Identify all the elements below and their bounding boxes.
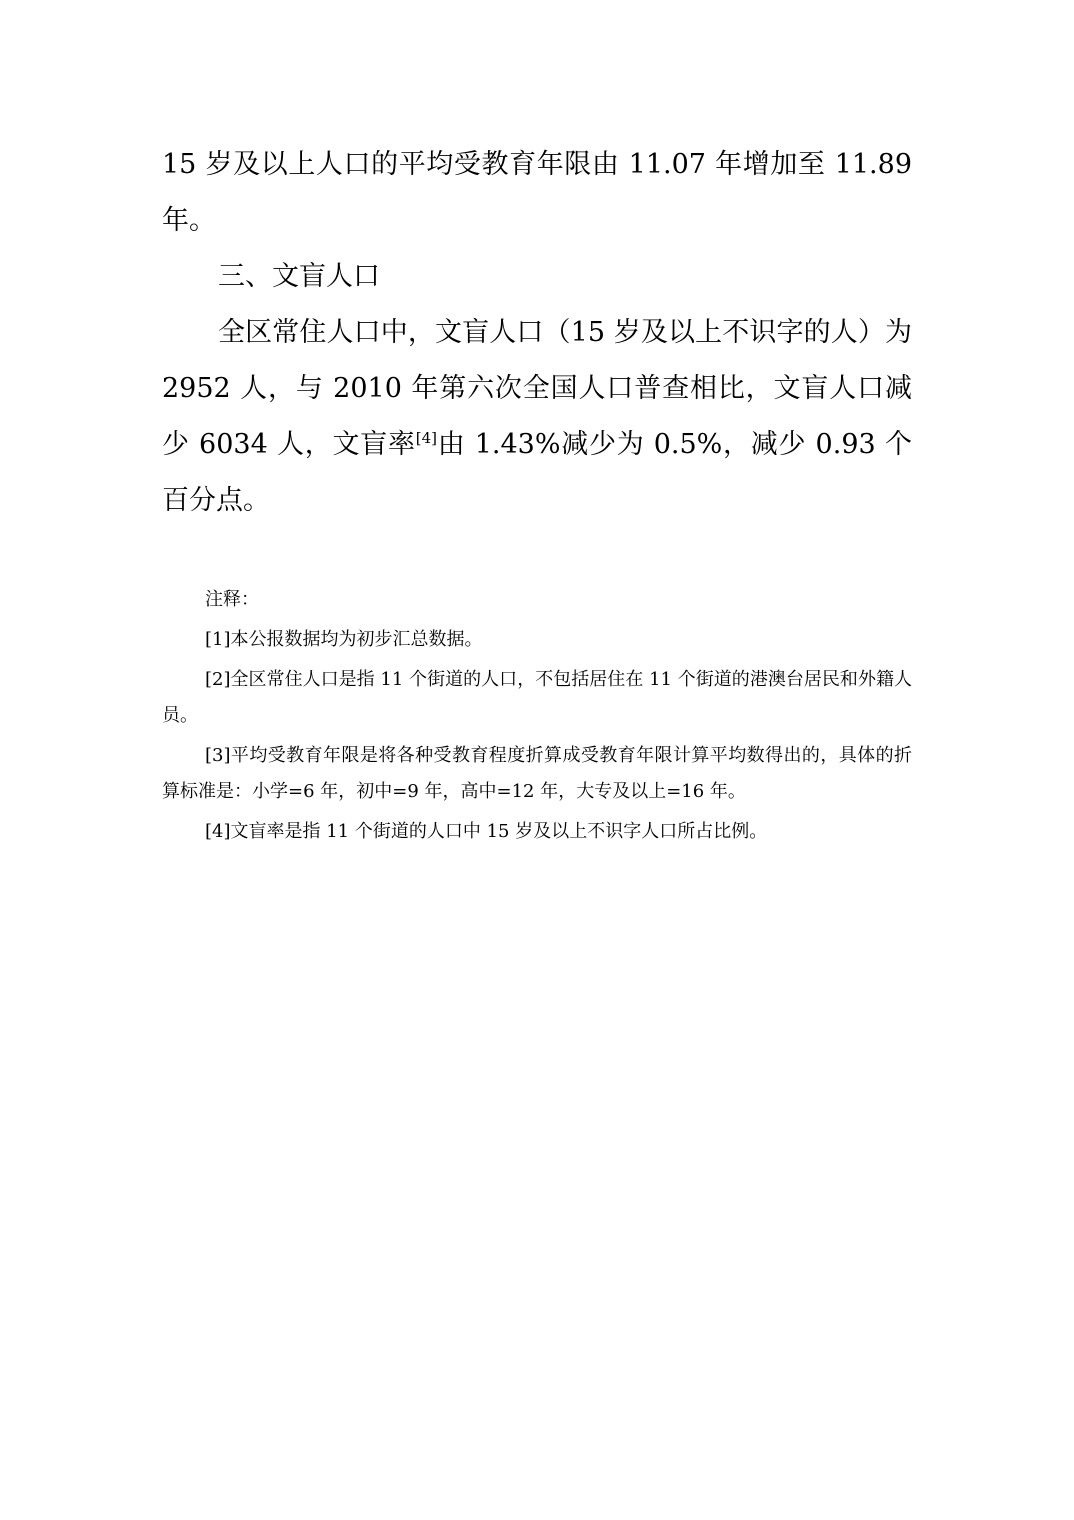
notes-section: [162, 582, 912, 854]
notes-title: 注释：: [205, 589, 259, 610]
continuation-paragraph: 15 岁及以上人口的平均受教育年限由 11.07 年增加至 11.89 年。: [162, 149, 912, 236]
note-item-1: [1]本公报数据均为初步汇总数据。: [205, 629, 483, 650]
section-heading: 三、文盲人口: [218, 261, 380, 292]
note-item-4: [4]文盲率是指 11 个街道的人口中 15 岁及以上不识字人口所占比例。: [205, 821, 768, 842]
footnote-ref-4: [4]: [415, 429, 437, 447]
illiteracy-paragraph-text-part2: 由 1.43%减少为 0.5%，减少 0.93 个百分点。: [162, 429, 912, 516]
note-item-2: [2]全区常住人口是指 11 个街道的人口，不包括居住在 11 个街道的港澳台居民和外籍人员。: [162, 669, 912, 726]
illiteracy-paragraph-text-part1: 全区常住人口中，文盲人口（15 岁及以上不识字的人）为 2952 人，与 2010 年第六次全国人口普查相比，文盲人口减少 6034 人，文盲率: [162, 317, 912, 460]
note-item-3: [3]平均受教育年限是将各种受教育程度折算成受教育年限计算平均数得出的，具体的折算标准是：小学=6 年，初中=9 年，高中=12 年，大专及以上=16 年。: [162, 745, 912, 802]
illiteracy-paragraph: [162, 305, 912, 529]
